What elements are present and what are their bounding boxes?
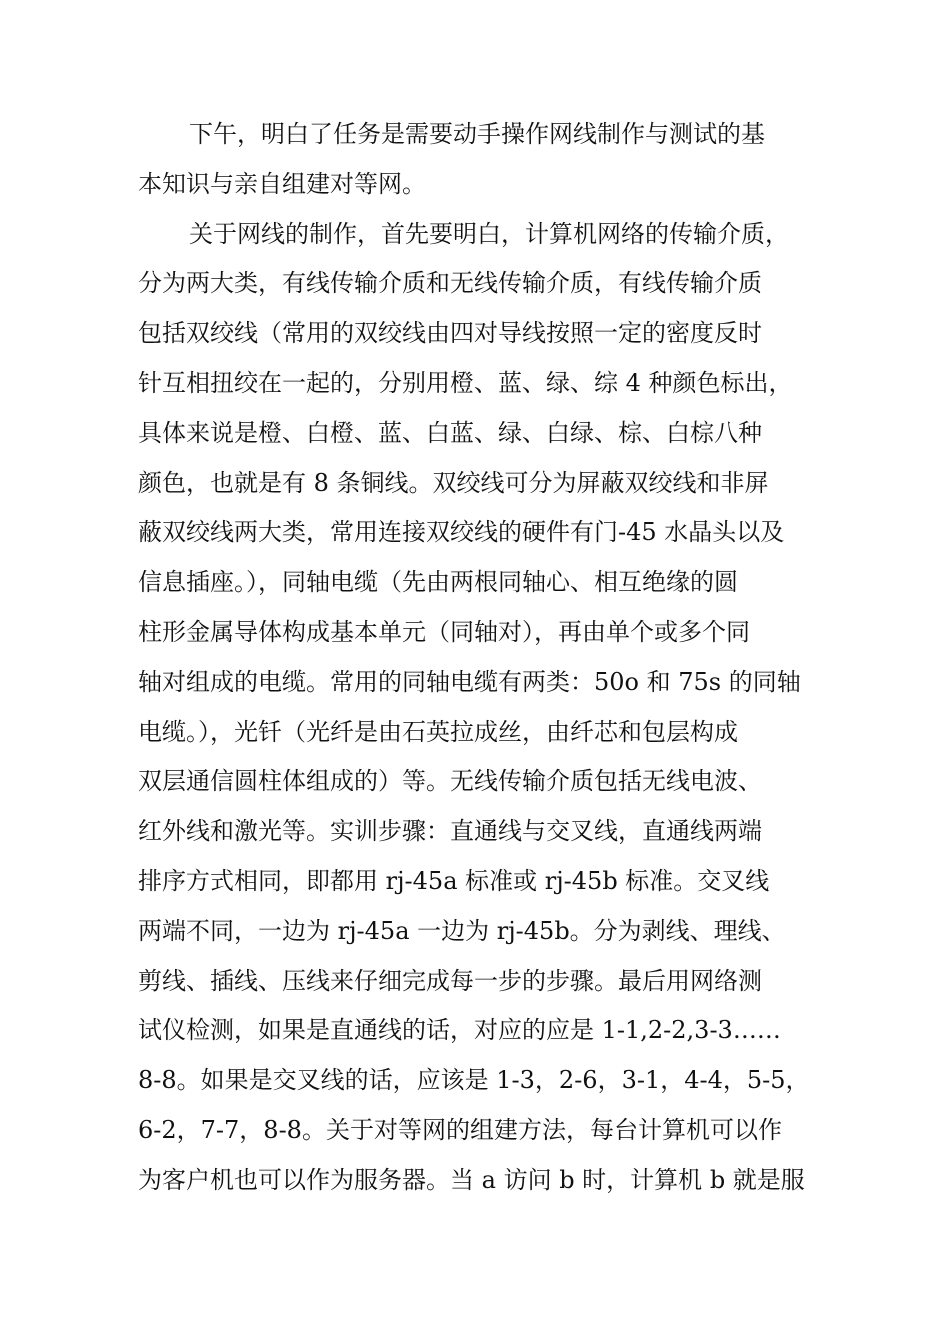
text-line: 6-2，7-7，8-8。关于对等网的组建方法，每台计算机可以作: [138, 1115, 782, 1144]
text-line: 电缆。），光钎（光纤是由石英拉成丝，由纤芯和包层构成: [138, 717, 738, 746]
text-line: 两端不同，一边为 rj-45a 一边为 rj-45b。分为剥线、理线、: [138, 916, 786, 945]
text-line: 蔽双绞线两大类，常用连接双绞线的硬件有门-45 水晶头以及: [138, 518, 785, 547]
text-line: 试仪检测，如果是直通线的话，对应的应是 1-1,2-2,3-3……: [138, 1016, 781, 1045]
text-line: 颜色，也就是有 8 条铜线。双绞线可分为屏蔽双绞线和非屏: [138, 468, 769, 497]
text-line: 关于网线的制作，首先要明白，计算机网络的传输介质，: [189, 219, 789, 248]
text-line: 包括双绞线（常用的双绞线由四对导线按照一定的密度反时: [138, 319, 762, 348]
body-text: [138, 110, 828, 1206]
text-line: 柱形金属导体构成基本单元（同轴对），再由单个或多个同: [138, 617, 750, 646]
text-line: 信息插座。），同轴电缆（先由两根同轴心、相互绝缘的圆: [138, 568, 738, 597]
text-line: 8-8。如果是交叉线的话，应该是 1-3，2-6，3-1，4-4，5-5，: [138, 1066, 810, 1095]
text-line: 针互相扭绞在一起的，分别用橙、蓝、绿、综 4 种颜色标出，: [138, 368, 793, 397]
text-line: 轴对组成的电缆。常用的同轴电缆有两类：50o 和 75s 的同轴: [138, 667, 801, 696]
text-line: 本知识与亲自组建对等网。: [138, 169, 426, 198]
text-line: 排序方式相同，即都用 rj-45a 标准或 rj-45b 标准。交叉线: [138, 866, 770, 895]
text-line: 红外线和激光等。实训步骤：直通线与交叉线，直通线两端: [138, 817, 762, 846]
text-line: 为客户机也可以作为服务器。当 a 访问 b 时，计算机 b 就是服: [138, 1165, 805, 1194]
paragraph-afternoon-task: [138, 110, 828, 210]
text-line: 双层通信圆柱体组成的）等。无线传输介质包括无线电波、: [138, 767, 762, 796]
text-line: 分为两大类，有线传输介质和无线传输介质，有线传输介质: [138, 269, 762, 298]
text-line: 下午，明白了任务是需要动手操作网线制作与测试的基: [189, 120, 765, 148]
paragraph-cable-making: [138, 210, 828, 1206]
text-line: 具体来说是橙、白橙、蓝、白蓝、绿、白绿、棕、白棕八种: [138, 418, 762, 447]
text-line: 剪线、插线、压线来仔细完成每一步的步骤。最后用网络测: [138, 966, 762, 995]
